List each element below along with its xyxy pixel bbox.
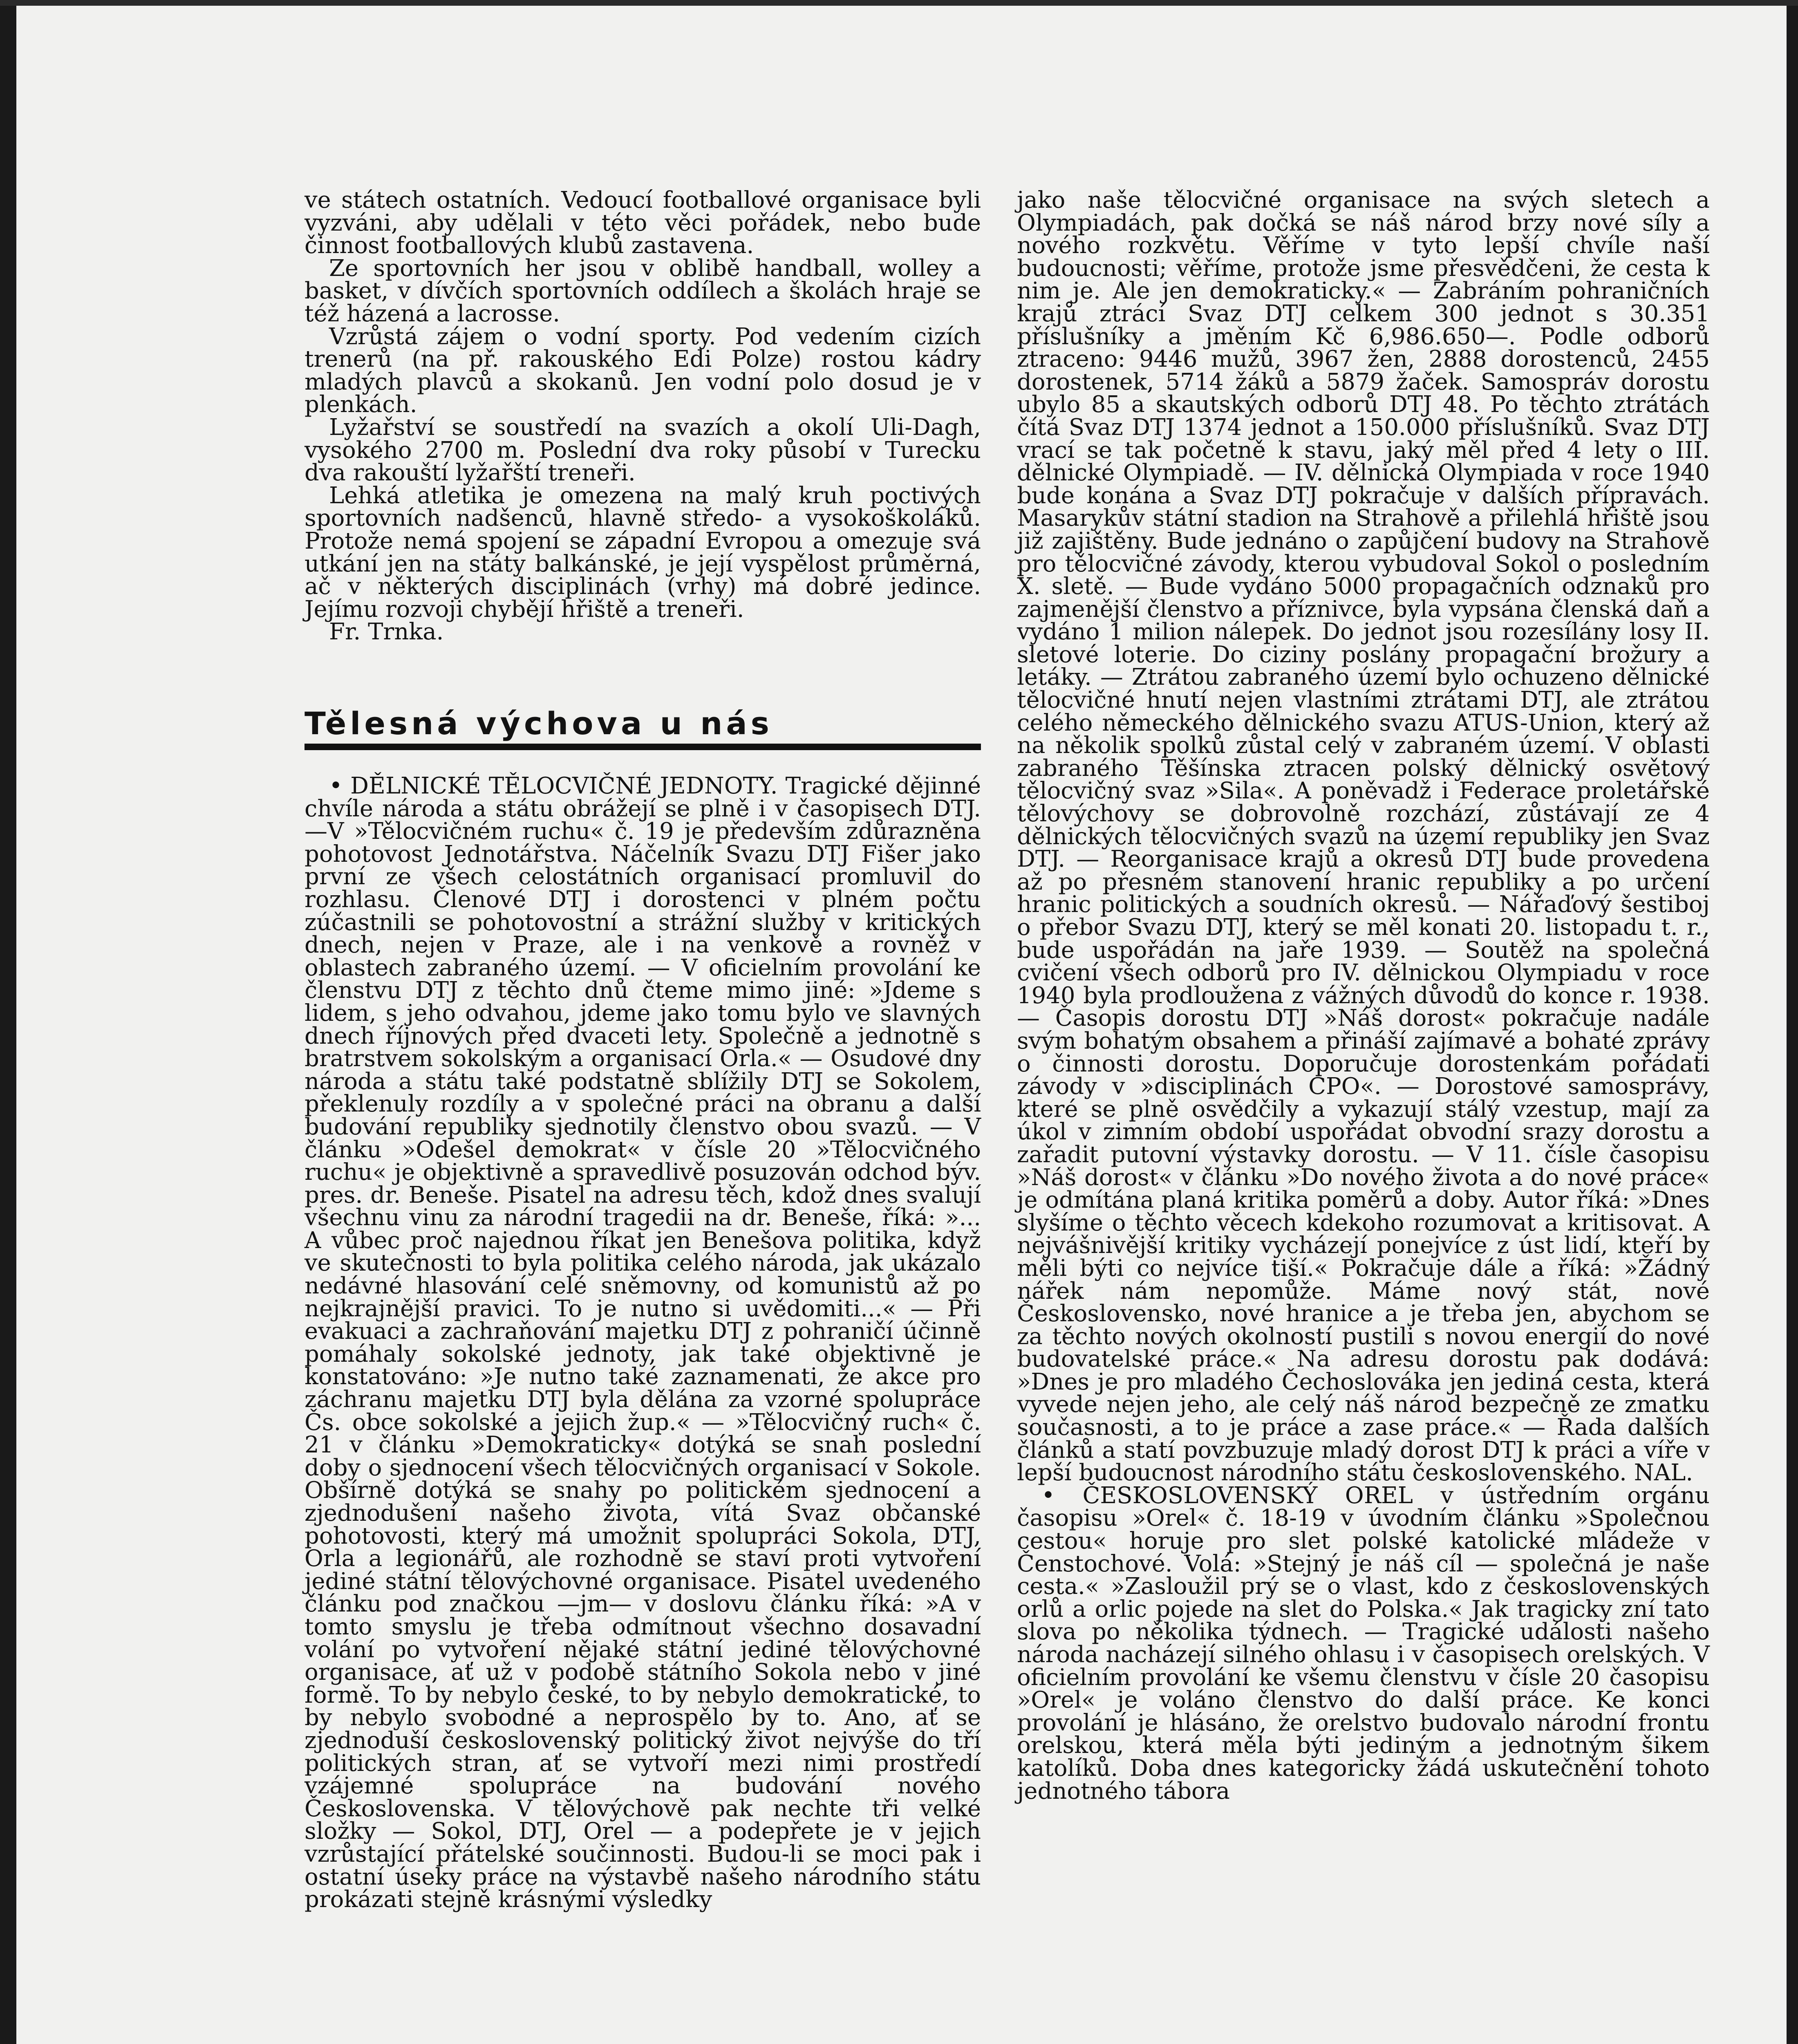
left-column-bottom <box>305 775 981 1911</box>
paragraph: Ze sportovních her jsou v oblibě handball, wolley a basket, v dívčích sportovních oddílech a školách hraje se též házená a lacrosse. <box>305 255 981 327</box>
paragraph: jako naše tělocvičné organisace na svých sletech a Olympiadách, pak dočká se náš národ brzy nové síly a nového rozkvětu. Věříme v tyto lepší chvíle naší budoucnosti; věříme, protože jsme přesvědčeni, že cesta k nim je. Ale jen demokraticky.« — Zabráním pohraničních krajů ztrácí Svaz DTJ celkem 300 jednot s 30.351 příslušníky a jměním Kč 6,986.650—. Podle odborů ztraceno: 9446 mužů, 3967 žen, 2888 dorostenců, 2455 dorostenek, 5714 žáků a 5879 žaček. Samospráv dorostu ubylo 85 a skautských odborů DTJ 48. Po těchto ztrátách čítá Svaz DTJ 1374 jednot a 150.000 příslušníků. Svaz DTJ vrací se tak početně k stavu, jaký měl před 4 lety o III. dělnické Olympiadě. — IV. dělnická Olympiada v roce 1940 bude konána a Svaz DTJ pokračuje v dalších přípravách. Masarykův státní stadion na Strahově a přilehlá hřiště jsou již zajištěny. Bude jednáno o zapůjčení budovy na Strahově pro tělocvičné závody, kterou vybudoval Sokol o posledním X. sletě. — Bude vydáno 5000 propagačních odznaků pro zajmenější členstvo a příznivce, byla vypsána členská daň a vydáno 1 milion nálepek. Do jednot jsou rozesílány losy II. sletové loterie. Do ciziny poslány propagační brožury a letáky. — Ztrátou zabraného území bylo ochuzeno dělnické tělocvičné hnutí nejen vlastními ztrátami DTJ, ale ztrátou celého německého dělnického svazu ATUS-Union, který až na několik spolků zůstal celý v zabraném území. V oblasti zabraného Těšínska ztracen polský dělnický osvětový tělocvičný svaz »Sila«. A poněvadž i Federace proletářské tělovýchovy se dobrovolně rozchází, zůstávají ze 4 dělnických tělocvičných svazů na území republiky jen Svaz DTJ. — Reorganisace krajů a okresů DTJ bude provedena až po přesném stanovení hranic republiky a po určení hranic politických a soudních okresů. — Nářaďový šestiboj o přebor Svazu DTJ, který se měl konati 20. listopadu t. r., bude uspořádán na jaře 1939. — Soutěž na společná cvičení všech odborů pro IV. dělnickou Olympiadu v roce 1940 byla prodloužena z vážných důvodů do konce r. 1938. — Časopis dorostu DTJ »Náš dorost« pokračuje nadále svým bohatým obsahem a přináší zajímavé a bohaté zprávy o činnosti dorostu. Doporučuje dorostenkám pořádati závody v »disciplinách CPO«. — Dorostové samosprávy, které se plně osvědčily a vykazují stálý vzestup, mají za úkol v zimním období uspořádat obvodní srazy dorostu a zařadit putovní výstavky dorostu. — V 11. čísle časopisu »Náš dorost« v článku »Do nového života a do nové práce« je odmítána planá kritika poměrů a doby. Autor říká: »Dnes slyšíme o těchto věcech kdekoho rozumovat a kritisovat. A nejvášnivější kritiky vycházejí ponejvíce z úst lidí, kteří by měli býti co nejvíce tiší.« Pokračuje dále a říká: »Žádný nářek nám nepomůže. Máme nový stát, nové Československo, nové hranice a je třeba jen, abychom se za těchto nových okolností pustili s novou energií do nové budovatelské práce.« Na adresu dorostu pak dodává: »Dnes je pro mladého Čechoslováka jen jediná cesta, která vyvede nejen jeho, ale celý náš národ bezpečně ze zmatku současnosti, a to je práce a zase práce.« — Řada dalších článků a statí povzbuzuje mladý dorost DTJ k práci a víře v lepší budoucnost národního státu československého. NAL. <box>1017 187 1710 1486</box>
left-column-top <box>305 189 981 643</box>
paragraph: • ČESKOSLOVENSKÝ OREL v ústředním orgánu časopisu »Orel« č. 18-19 v úvodním článku »Společnou cestou« horuje pro slet polské katolické mládeže v Čenstochové. Volá: »Stejný je náš cíl — společná je naše cesta.« »Zasloužil prý se o vlast, kdo z československých orlů a orlic pojede na slet do Polska.« Jak tragicky zní tato slova po několika týdnech. — Tragické události našeho národa nacházejí silného ohlasu i v časopisech orelských. V oficielním provolání ke všemu členstvu v čísle 20 časopisu »Orel« je voláno členstvo do další práce. Ke konci provolání je hlásáno, že orelstvo budovalo národní frontu orelskou, která měla býti jediným a jednotným šikem katolíků. Doba dnes kategoricky žádá uskutečnění tohoto jednotného tábora <box>1017 1482 1710 1804</box>
paragraph: • DĚLNICKÉ TĚLOCVIČNÉ JEDNOTY. Tragické dějinné chvíle národa a státu obrážejí se plně i v časopisech DTJ.—V »Tělocvičném ruchu« č. 19 je především zdůrazněna pohotovost Jednotářstva. Náčelník Svazu DTJ Fišer jako první ze všech celostátních organisací promluvil do rozhlasu. Členové DTJ i dorostenci v plném počtu zúčastnili se pohotovostní a strážní služby v kritických dnech, nejen v Praze, ale i na venkově a rovněž v oblastech zabraného území. — V oficielním provolání ke členstvu DTJ z těchto dnů čteme mimo jiné: »Jdeme s lidem, s jeho odvahou, jdeme jako tomu bylo ve slavných dnech říjnových před dvaceti lety. Společně a jednotně s bratrstvem sokolským a organisací Orla.« — Osudové dny národa a státu také podstatně sblížily DTJ se Sokolem, překlenuly rozdíly a v společné práci na obranu a další budování republiky sjednotily členstvo obou svazů. — V článku »Odešel demokrat« v čísle 20 »Tělocvičného ruchu« je objektivně a spravedlivě posuzován odchod býv. pres. dr. Beneše. Pisatel na adresu těch, kdož dnes svalují všechnu vinu za národní tragedii na dr. Beneše, říká: »... A vůbec proč najednou říkat jen Benešova politika, když ve skutečnosti to byla politika celého národa, jak ukázalo nedávné hlasování celé sněmovny, od komunistů až po nejkrajnější pravici. To je nutno si uvědomiti...« — Při evakuaci a zachraňování majetku DTJ z pohraničí účinně pomáhaly sokolské jednoty, jak také objektivně je konstatováno: »Je nutno také zaznamenati, že akce pro záchranu majetku DTJ byla dělána za vzorné spolupráce Čs. obce sokolské a jejich žup.« — »Tělocvičný ruch« č. 21 v článku »Demokraticky« dotýká se snah poslední doby o sjednocení všech tělocvičných organisací v Sokole. Obšírně dotýká se snahy po politickém sjednocení a zjednodušení našeho života, vítá Svaz občanské pohotovosti, který má umožnit spolupráci Sokola, DTJ, Orla a legionářů, ale rozhodně se staví proti vytvoření jediné státní tělovýchovné organisace. Pisatel uvedeného článku pod značkou —jm— v doslovu článku říká: »A v tomto smyslu je třeba odmítnout všechno dosavadní volání po vytvoření nějaké státní jediné tělovýchovné organisace, ať už v podobě státního Sokola nebo v jiné formě. To by nebylo české, to by nebylo demokratické, to by nebylo svobodné a neprospělo by to. Ano, ať se zjednoduší československý politický život nejvýše do tří politických stran, ať se vytvoří mezi nimi prostředí vzájemné spolupráce na budování nového Československa. V tělovýchově pak nechte tři velké složky — Sokol, DTJ, Orel — a podepřete je v jejich vzrůstající přátelské součinnosti. Budou-li se moci pak i ostatní úseky práce na výstavbě našeho národního státu prokázati stejně krásnými výsledky <box>305 773 981 1913</box>
section-heading: Tělesná výchova u nás <box>305 705 773 742</box>
paragraph: Vzrůstá zájem o vodní sporty. Pod vedením cizích trenerů (na př. rakouského Edi Polze) rostou kádry mladých plavců a skokanů. Jen vodní polo dosud je v plenkách. <box>305 323 981 418</box>
paragraph: Lehká atletika je omezena na malý kruh poctivých sportovních nadšenců, hlavně středo- a vysokoškoláků. Protože nemá spojení se západní Evropou a omezuje svá utkání jen na státy balkánské, je její vyspělost průměrná, ač v některých disciplinách (vrhy) má dobré jedince. Jejímu rozvoji chybějí hřiště a treneři. <box>305 482 981 623</box>
paragraph: ve státech ostatních. Vedoucí footballové organisace byli vyzváni, aby udělali v této věci pořádek, nebo bude činnost footballových klubů zastavena. <box>305 187 981 259</box>
scan-border-left <box>0 0 16 2044</box>
scan-border-top <box>0 0 1798 6</box>
author-signature: Fr. Trnka. <box>329 619 444 645</box>
heading-rule <box>305 744 981 750</box>
paragraph: Lyžařství se soustředí na svazích a okolí Uli-Dagh, vysokého 2700 m. Poslední dva roky působí v Turecku dva rakouští lyžařští treneři. <box>305 414 981 486</box>
scan-border-right <box>1787 0 1798 2044</box>
section-heading-block <box>305 705 981 750</box>
right-column <box>1017 189 1710 1802</box>
